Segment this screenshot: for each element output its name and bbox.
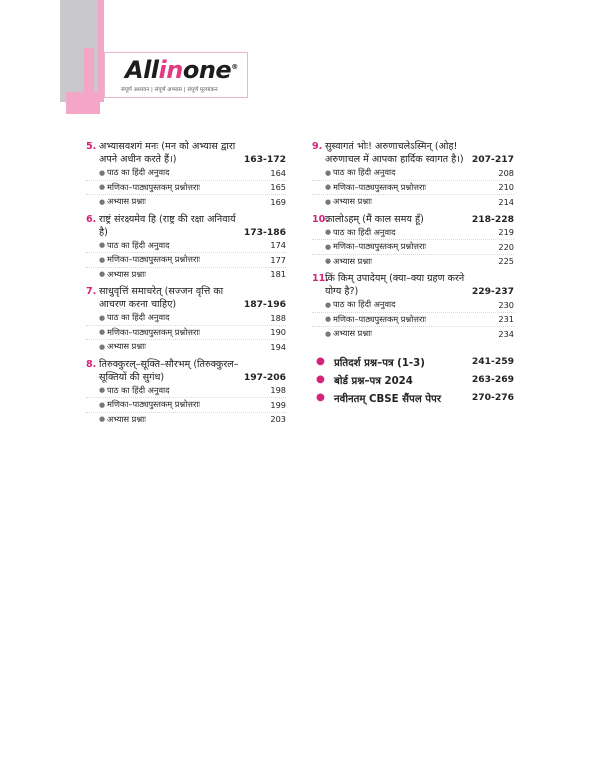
subsection-label: अभ्यास प्रश्नाः <box>107 268 146 279</box>
subsection-label: पाठ का हिंदी अनुवाद <box>333 167 396 178</box>
bullet-icon: ● <box>316 374 325 385</box>
subsection-label: पाठ का हिंदी अनुवाद <box>107 239 170 250</box>
chapter-entry[interactable] <box>86 140 286 209</box>
subsection-item[interactable] <box>86 311 286 326</box>
bullet-icon: ● <box>316 356 325 367</box>
subsection-page: 188 <box>270 312 286 323</box>
bullet-icon: ● <box>99 270 106 279</box>
chapter-title-row <box>312 272 514 298</box>
subsection-label: अभ्यास प्रश्नाः <box>107 341 146 352</box>
subsection-item[interactable] <box>86 195 286 209</box>
subsection-item[interactable] <box>312 255 514 269</box>
subsection-page: 234 <box>498 328 514 339</box>
subsection-item[interactable] <box>86 398 286 413</box>
bullet-icon: ● <box>316 392 325 403</box>
bullet-icon: ● <box>325 300 332 309</box>
bullet-icon: ● <box>99 313 106 322</box>
subsection-page: 210 <box>498 182 514 193</box>
chapter-title-row <box>312 213 514 226</box>
subsection-page: 219 <box>498 227 514 238</box>
extra-item-pages: 263-269 <box>471 374 514 385</box>
extra-item-label: नवीनतम् CBSE सैंपल पेपर <box>334 393 442 405</box>
subsection-item[interactable] <box>86 326 286 341</box>
chapter-title-row <box>86 140 286 166</box>
chapter-title: साधुवृत्तिं समाचरेत् (सज्जन वृत्ति का आचरण करना चाहिए) <box>99 286 224 310</box>
logo-tagline: संपूर्ण अध्ययन | संपूर्ण अभ्यास | संपूर्ण मूल्यांकन <box>121 87 218 93</box>
subsection-page: 203 <box>270 414 286 425</box>
bullet-icon: ● <box>325 257 332 266</box>
subsection-item[interactable] <box>312 240 514 255</box>
bullet-icon: ● <box>99 400 106 409</box>
header-pink-block <box>66 92 100 114</box>
chapter-entry[interactable] <box>312 140 514 209</box>
subsection-page: 231 <box>498 314 514 325</box>
subsection-label: मणिका–पाठ्यपुस्तकम् प्रश्नोत्तराः <box>107 326 201 337</box>
bullet-icon: ● <box>99 183 106 192</box>
chapter-number: 10. <box>312 213 329 225</box>
toc-right-chapters <box>312 140 514 341</box>
extra-item-pages: 241-259 <box>471 356 514 367</box>
subsection-label: मणिका–पाठ्यपुस्तकम् प्रश्नोत्तराः <box>107 254 201 265</box>
bullet-icon: ● <box>99 197 106 206</box>
chapter-entry[interactable] <box>312 272 514 341</box>
chapter-entry[interactable] <box>312 213 514 269</box>
chapter-number: 7. <box>86 286 97 297</box>
subsection-page: 194 <box>270 341 286 352</box>
chapter-title: सुस्वागतं भोः! अरुणाचलेऽस्मिन् (ओह! अरुणाचल में आपका हार्दिक स्वागत है।) <box>325 141 464 165</box>
subsection-label: मणिका–पाठ्यपुस्तकम् प्रश्नोत्तराः <box>107 181 201 192</box>
subsection-page: 198 <box>270 385 286 396</box>
subsection-item[interactable] <box>86 340 286 354</box>
subsection-page: 220 <box>498 241 514 252</box>
subsection-page: 181 <box>270 269 286 280</box>
chapter-page-range: 229-237 <box>471 286 514 297</box>
brand-logo <box>104 52 248 98</box>
bullet-icon: ● <box>325 228 332 237</box>
extra-toc-item[interactable] <box>312 371 514 389</box>
extra-item-pages: 270-276 <box>471 392 514 403</box>
chapter-page-range: 207-217 <box>471 154 514 165</box>
subsection-label: अभ्यास प्रश्नाः <box>333 196 372 207</box>
subsection-page: 174 <box>270 240 286 251</box>
bullet-icon: ● <box>99 415 106 424</box>
bullet-icon: ● <box>99 168 106 177</box>
subsection-label: पाठ का हिंदी अनुवाद <box>107 384 170 395</box>
bullet-icon: ● <box>325 315 332 324</box>
subsection-page: 165 <box>270 182 286 193</box>
subsection-label: पाठ का हिंदी अनुवाद <box>333 299 396 310</box>
subsection-page: 225 <box>498 256 514 267</box>
subsection-label: अभ्यास प्रश्नाः <box>333 255 372 266</box>
subsection-page: 208 <box>498 167 514 178</box>
subsection-page: 169 <box>270 196 286 207</box>
subsection-item[interactable] <box>312 327 514 341</box>
subsection-label: पाठ का हिंदी अनुवाद <box>107 167 170 178</box>
bullet-icon: ● <box>99 255 106 264</box>
subsection-label: अभ्यास प्रश्नाः <box>333 328 372 339</box>
chapter-number: 8. <box>86 358 97 370</box>
chapter-number: 9. <box>312 141 323 152</box>
bullet-icon: ● <box>325 183 332 192</box>
toc-extra-section <box>312 353 514 407</box>
chapter-page-range: 187-196 <box>243 299 286 310</box>
chapter-title-row <box>86 285 286 311</box>
chapter-number: 11. <box>312 273 329 284</box>
subsection-item[interactable] <box>86 166 286 181</box>
chapter-page-range: 163-172 <box>243 154 286 165</box>
subsection-label: अभ्यास प्रश्नाः <box>107 196 146 207</box>
extra-item-label: प्रतिदर्श प्रश्न–पत्र (1-3) <box>334 357 425 369</box>
chapter-title: कालोऽहम् (मैं काल समय हूँ) <box>325 213 424 225</box>
toc-left-column <box>86 140 286 430</box>
subsection-item[interactable] <box>86 239 286 254</box>
subsection-item[interactable] <box>312 298 514 313</box>
subsection-label: अभ्यास प्रश्नाः <box>107 413 146 424</box>
logo-wordmark: Allinone® <box>125 56 238 84</box>
chapter-entry[interactable] <box>86 213 286 282</box>
subsection-item[interactable] <box>86 253 286 268</box>
subsection-item[interactable] <box>312 226 514 241</box>
extra-item-label: बोर्ड प्रश्न–पत्र 2024 <box>334 375 413 387</box>
subsection-page: 190 <box>270 327 286 338</box>
chapter-title: अभ्यासवशगं मनः (मन को अभ्यास द्वारा अपने अधीन करते हैं।) <box>99 141 236 165</box>
subsection-label: पाठ का हिंदी अनुवाद <box>333 226 396 237</box>
chapter-number: 5. <box>86 141 97 152</box>
chapter-entry[interactable] <box>86 285 286 354</box>
chapter-page-range: 197-206 <box>243 371 286 383</box>
bullet-icon: ● <box>99 342 106 351</box>
subsection-item[interactable] <box>86 268 286 282</box>
chapter-page-range: 218-228 <box>471 213 514 225</box>
bullet-icon: ● <box>325 242 332 251</box>
chapter-number: 6. <box>86 213 97 225</box>
extra-toc-item[interactable] <box>312 353 514 371</box>
bullet-icon: ● <box>325 197 332 206</box>
subsection-item[interactable] <box>312 313 514 328</box>
chapter-title: तिरुक्कुरल्–सूक्ति–सौरभम् (तिरुक्कुरल–सूक्तियों की सुगंध) <box>99 358 239 383</box>
chapter-title: राष्ट्रं संरक्ष्यमेव हि (राष्ट्र की रक्षा अनिवार्य है) <box>99 213 236 238</box>
subsection-item[interactable] <box>86 384 286 399</box>
subsection-page: 214 <box>498 196 514 207</box>
chapter-page-range: 173-186 <box>243 226 286 238</box>
subsection-label: मणिका–पाठ्यपुस्तकम् प्रश्नोत्तराः <box>107 399 201 410</box>
chapter-entry[interactable] <box>86 358 286 427</box>
extra-toc-item[interactable] <box>312 389 514 407</box>
chapter-title: किं किम् उपादेयम् (क्या–क्या ग्रहण करने योग्य है?) <box>325 273 465 297</box>
bullet-icon: ● <box>99 328 106 337</box>
subsection-item[interactable] <box>312 166 514 181</box>
chapter-title-row <box>86 358 286 384</box>
bullet-icon: ● <box>325 168 332 177</box>
subsection-item[interactable] <box>312 195 514 209</box>
chapter-title-row <box>86 213 286 239</box>
toc-right-column <box>312 140 514 407</box>
bullet-icon: ● <box>99 386 106 395</box>
subsection-label: मणिका–पाठ्यपुस्तकम् प्रश्नोत्तराः <box>333 241 427 252</box>
subsection-item[interactable] <box>86 413 286 427</box>
subsection-label: मणिका–पाठ्यपुस्तकम् प्रश्नोत्तराः <box>333 181 427 192</box>
subsection-label: पाठ का हिंदी अनुवाद <box>107 312 170 323</box>
subsection-page: 164 <box>270 167 286 178</box>
chapter-title-row <box>312 140 514 166</box>
subsection-page: 230 <box>498 299 514 310</box>
subsection-page: 199 <box>270 399 286 410</box>
subsection-label: मणिका–पाठ्यपुस्तकम् प्रश्नोत्तराः <box>333 313 427 324</box>
subsection-item[interactable] <box>312 181 514 196</box>
subsection-page: 177 <box>270 254 286 265</box>
subsection-item[interactable] <box>86 181 286 196</box>
bullet-icon: ● <box>325 329 332 338</box>
bullet-icon: ● <box>99 241 106 250</box>
